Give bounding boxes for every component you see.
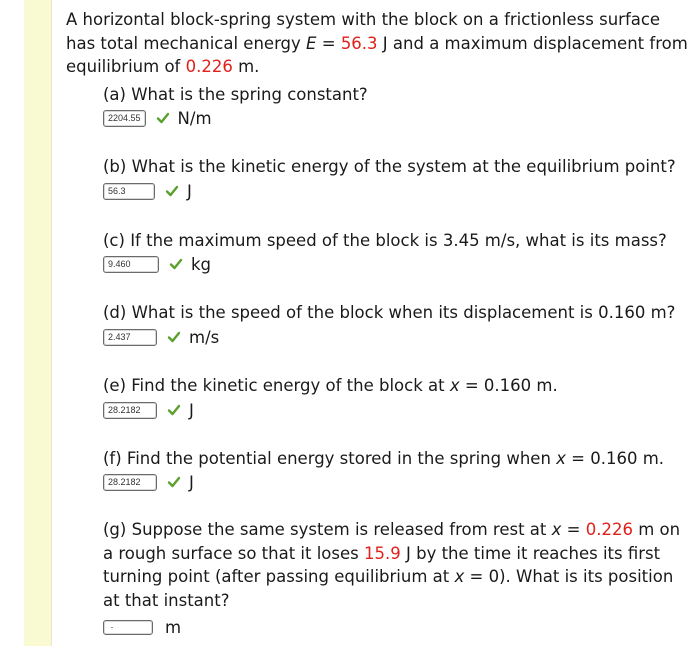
answer-row-b — [103, 182, 192, 200]
question-g: (g) Suppose the same system is released from rest at x = 0.226 m on a rough surface so that it loses 15.9 J by the time it reaches its first turning point (after passing equilibrium at x = 0). What is its position at that instant? — [103, 520, 681, 610]
question-f: (f) Find the potential energy stored in the spring when x = 0.160 m. — [103, 449, 665, 468]
unit-d: m/s — [189, 327, 220, 347]
energy-value: 56.3 — [340, 33, 378, 53]
margin-stripe — [24, 0, 51, 646]
answer-row-g — [103, 618, 181, 636]
problem-intro: A horizontal block-spring system with the block on a frictionless surface has total mechanical energy E = 56.3 J and a maximum displacement from equilibrium of 0.226 m. — [66, 10, 688, 76]
answer-row-d — [103, 328, 219, 346]
displacement-value: 0.226 — [185, 57, 233, 76]
start-position-value: 0.226 — [585, 520, 633, 539]
unit-g: m — [165, 617, 182, 637]
unit-a: N/m — [177, 108, 212, 128]
question-d: (d) What is the speed of the block when its displacement is 0.160 m? — [103, 303, 676, 322]
answer-input-a[interactable]: 2204.55 — [103, 110, 146, 127]
question-a: (a) What is the spring constant? — [103, 85, 368, 104]
answer-row-c — [103, 255, 211, 273]
answer-input-e[interactable]: 28.2182 — [103, 402, 157, 419]
question-e: (e) Find the kinetic energy of the block at x = 0.160 m. — [103, 376, 558, 395]
input-caret — [111, 627, 113, 628]
question-c: (c) If the maximum speed of the block is 3.45 m/s, what is its mass? — [103, 231, 667, 250]
answer-input-g[interactable] — [103, 620, 153, 635]
unit-b: J — [187, 181, 192, 201]
unit-e: J — [189, 400, 194, 420]
checkmark-icon — [167, 330, 181, 344]
checkmark-icon — [167, 403, 181, 417]
answer-row-f — [103, 473, 194, 491]
unit-f: J — [189, 472, 194, 492]
answer-input-b[interactable]: 56.3 — [103, 183, 155, 200]
checkmark-icon — [156, 111, 170, 125]
question-b: (b) What is the kinetic energy of the system at the equilibrium point? — [103, 157, 676, 176]
answer-input-f[interactable]: 28.2182 — [103, 474, 157, 491]
answer-row-e — [103, 401, 194, 419]
answer-input-d[interactable]: 2.437 — [103, 329, 157, 346]
answer-input-c[interactable]: 9.460 — [103, 256, 159, 273]
unit-c: kg — [191, 254, 212, 274]
energy-loss-value: 15.9 — [364, 543, 401, 563]
checkmark-icon — [169, 257, 183, 271]
checkmark-icon — [167, 475, 181, 489]
checkmark-icon — [165, 184, 179, 198]
answer-row-a — [103, 109, 212, 127]
margin-divider — [51, 0, 52, 646]
